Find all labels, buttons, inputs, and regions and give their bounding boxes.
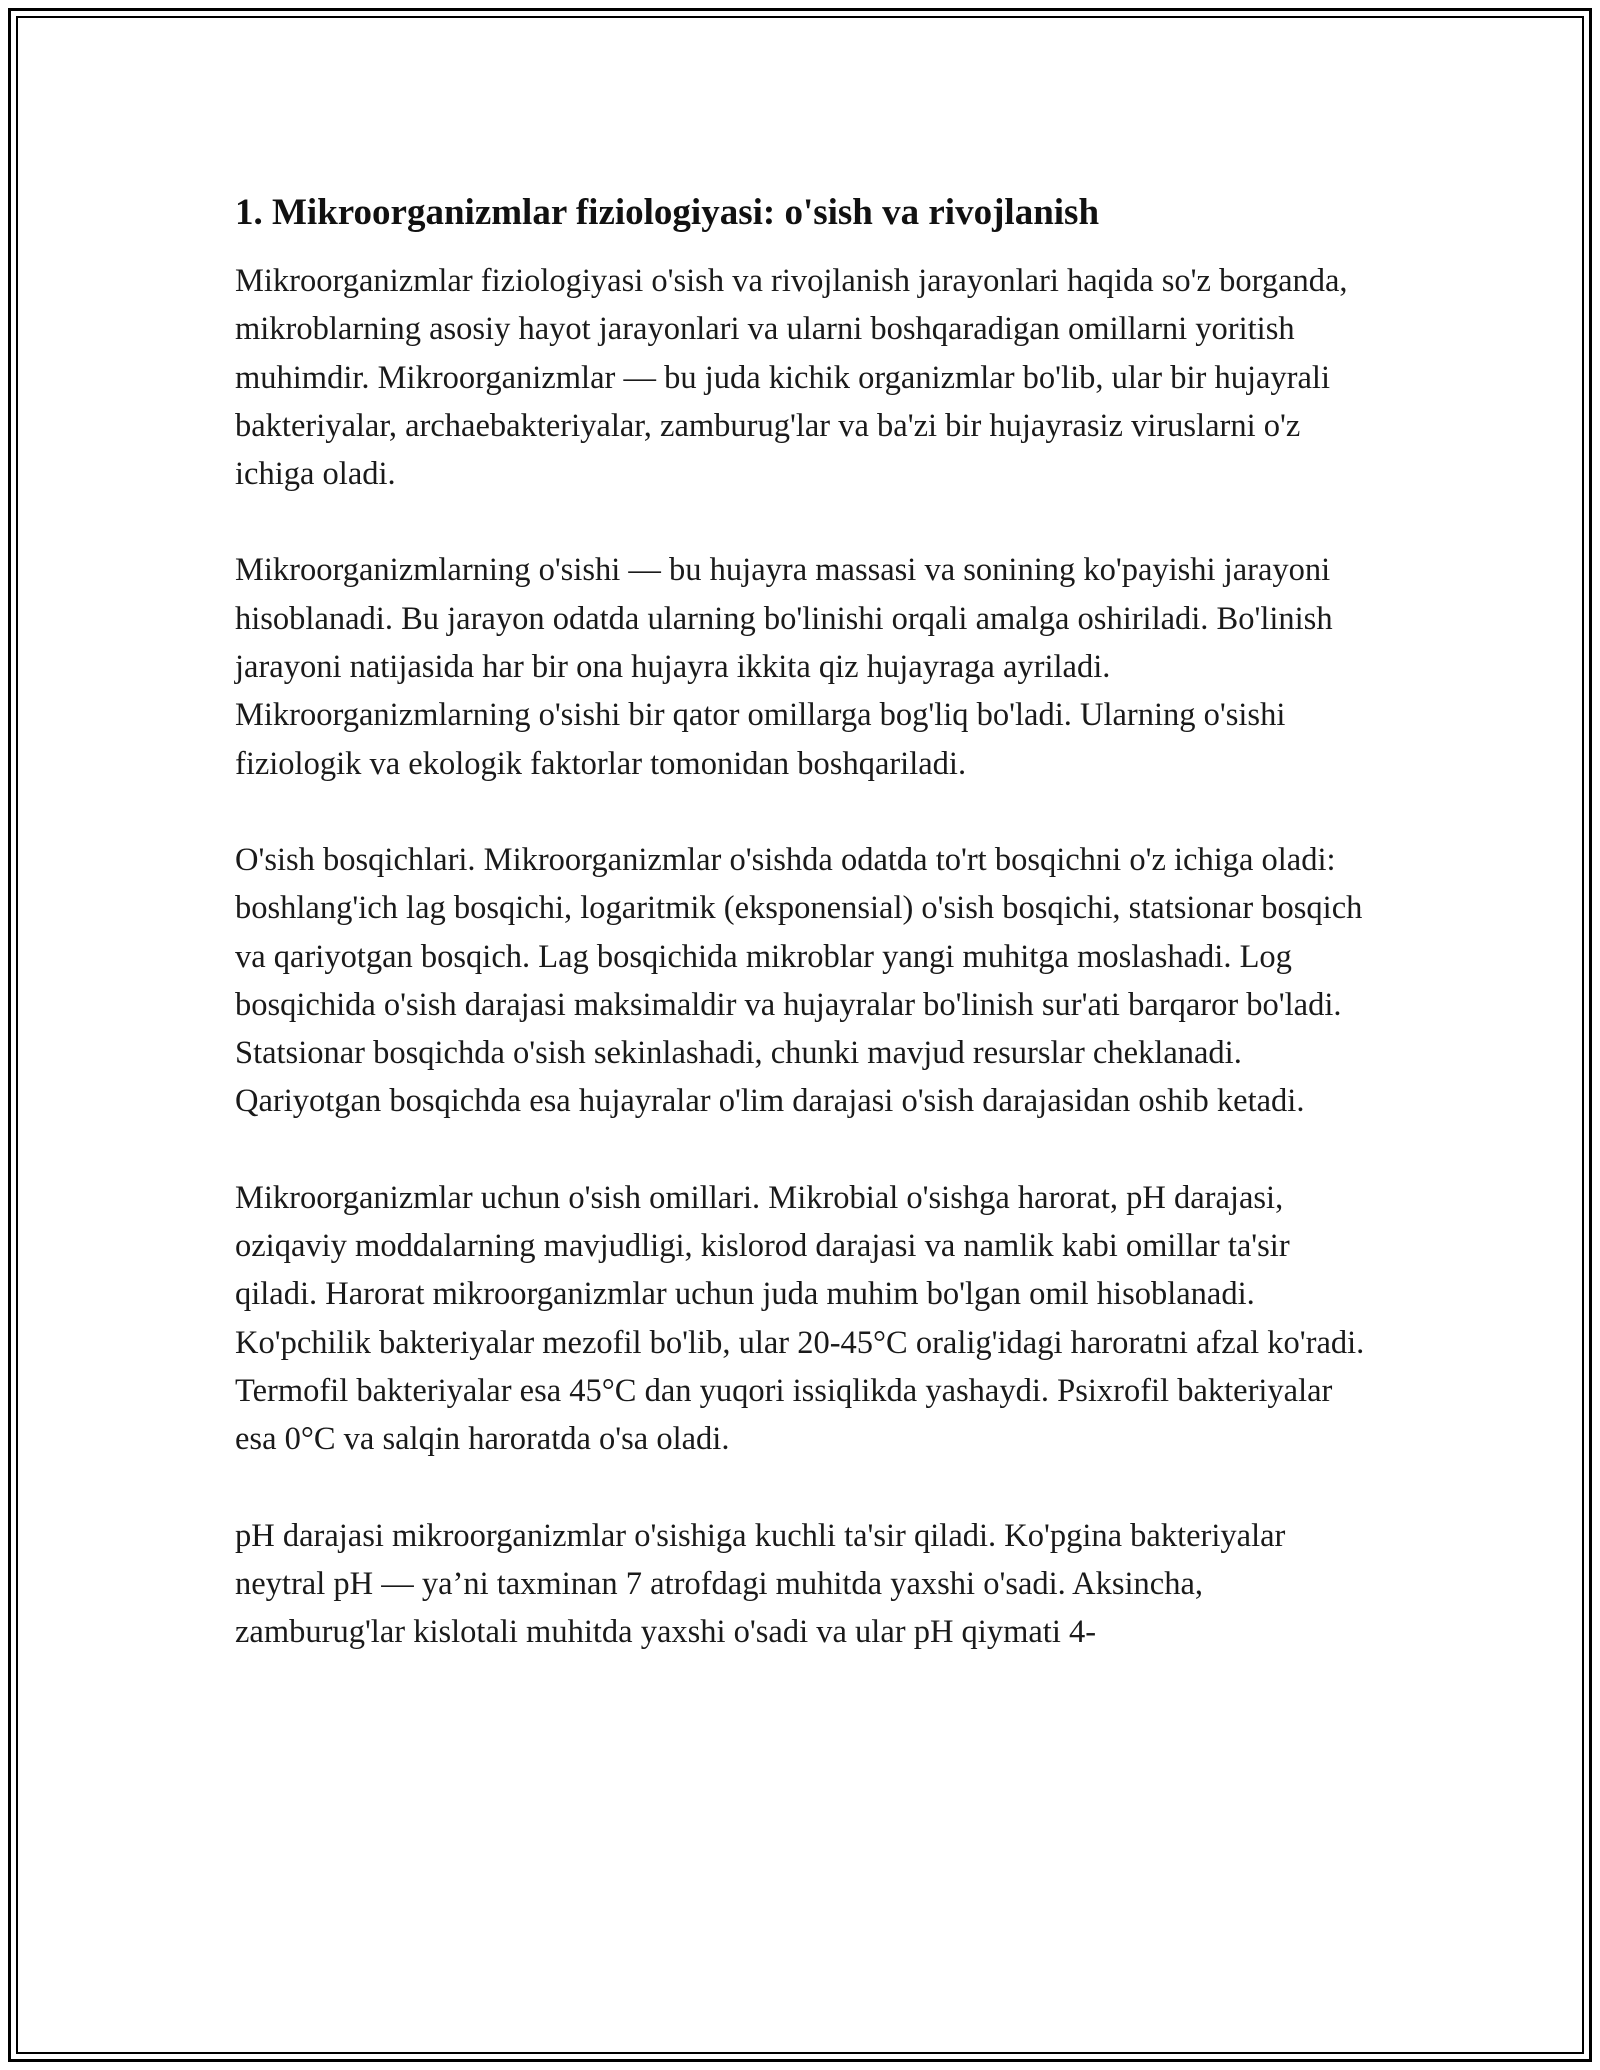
paragraph-ph-level: pH darajasi mikroorganizmlar o'sishiga kuchli ta'sir qiladi. Ko'pgina bakteriyalar neytral pH — ya’ni taxminan 7 atrofdagi muhitda yaxshi o'sadi. Aksincha, zamburug'lar kislotali muhitda yaxshi o'sadi va ular pH qiymati 4-: [235, 1517, 1286, 1651]
section-heading: 1. Mikroorganizmlar fiziologiyasi: o'sish va rivojlanish: [235, 192, 1100, 233]
paragraph-growth-factors: Mikroorganizmlar uchun o'sish omillari. Mikrobial o'sishga harorat, pH darajasi, oziqaviy moddalarning mavjudligi, kislorod darajasi va namlik kabi omillar ta'sir qiladi. Harorat mikroorganizmlar uchun juda muhim bo'lgan omil hisoblanadi. Ko'pchilik bakteriyalar mezofil bo'lib, ular 20-45°C oralig'idagi haroratni afzal ko'radi. Termofil bakteriyalar esa 45°C dan yuqori issiqlikda yashaydi. Psixrofil bakteriyalar esa 0°C va salqin haroratda o'sa oladi.: [235, 1179, 1365, 1458]
paragraph-growth-definition: Mikroorganizmlarning o'sishi — bu hujayra massasi va sonining ko'payishi jarayoni hisoblanadi. Bu jarayon odatda ularning bo'linishi orqali amalga oshiriladi. Bo'linish jarayoni natijasida har bir ona hujayra ikkita qiz hujayraga ayriladi. Mikroorganizmlarning o'sishi bir qator omillarga bog'liq bo'ladi. Ularning o'sishi fiziologik va ekologik faktorlar tomonidan boshqariladi.: [235, 552, 1333, 782]
paragraph-intro: Mikroorganizmlar fiziologiyasi o'sish va rivojlanish jarayonlari haqida so'z borganda, mikroblarning asosiy hayot jarayonlari va ularni boshqaradigan omillarni yoritish muhimdir. Mikroorganizmlar — bu juda kichik organizmlar bo'lib, ular bir hujayrali bakteriyalar, archaebakteriyalar, zamburug'lar va ba'zi bir hujayrasiz viruslarni o'z ichiga oladi.: [235, 263, 1348, 493]
paragraph-growth-phases: O'sish bosqichlari. Mikroorganizmlar o'sishda odatda to'rt bosqichni o'z ichiga oladi: boshlang'ich lag bosqichi, logaritmik (eksponensial) o'sish bosqichi, statsionar bosqich va qariyotgan bosqich. Lag bosqichida mikroblar yangi muhitga moslashadi. Log bosqichida o'sish darajasi maksimaldir va hujayralar bo'linish sur'ati barqaror bo'ladi. Statsionar bosqichda o'sish sekinlashadi, chunki mavjud resurslar cheklanadi. Qariyotgan bosqichda esa hujayralar o'lim darajasi o'sish darajasidan oshib ketadi.: [235, 841, 1363, 1120]
document-body: [235, 185, 1375, 1704]
